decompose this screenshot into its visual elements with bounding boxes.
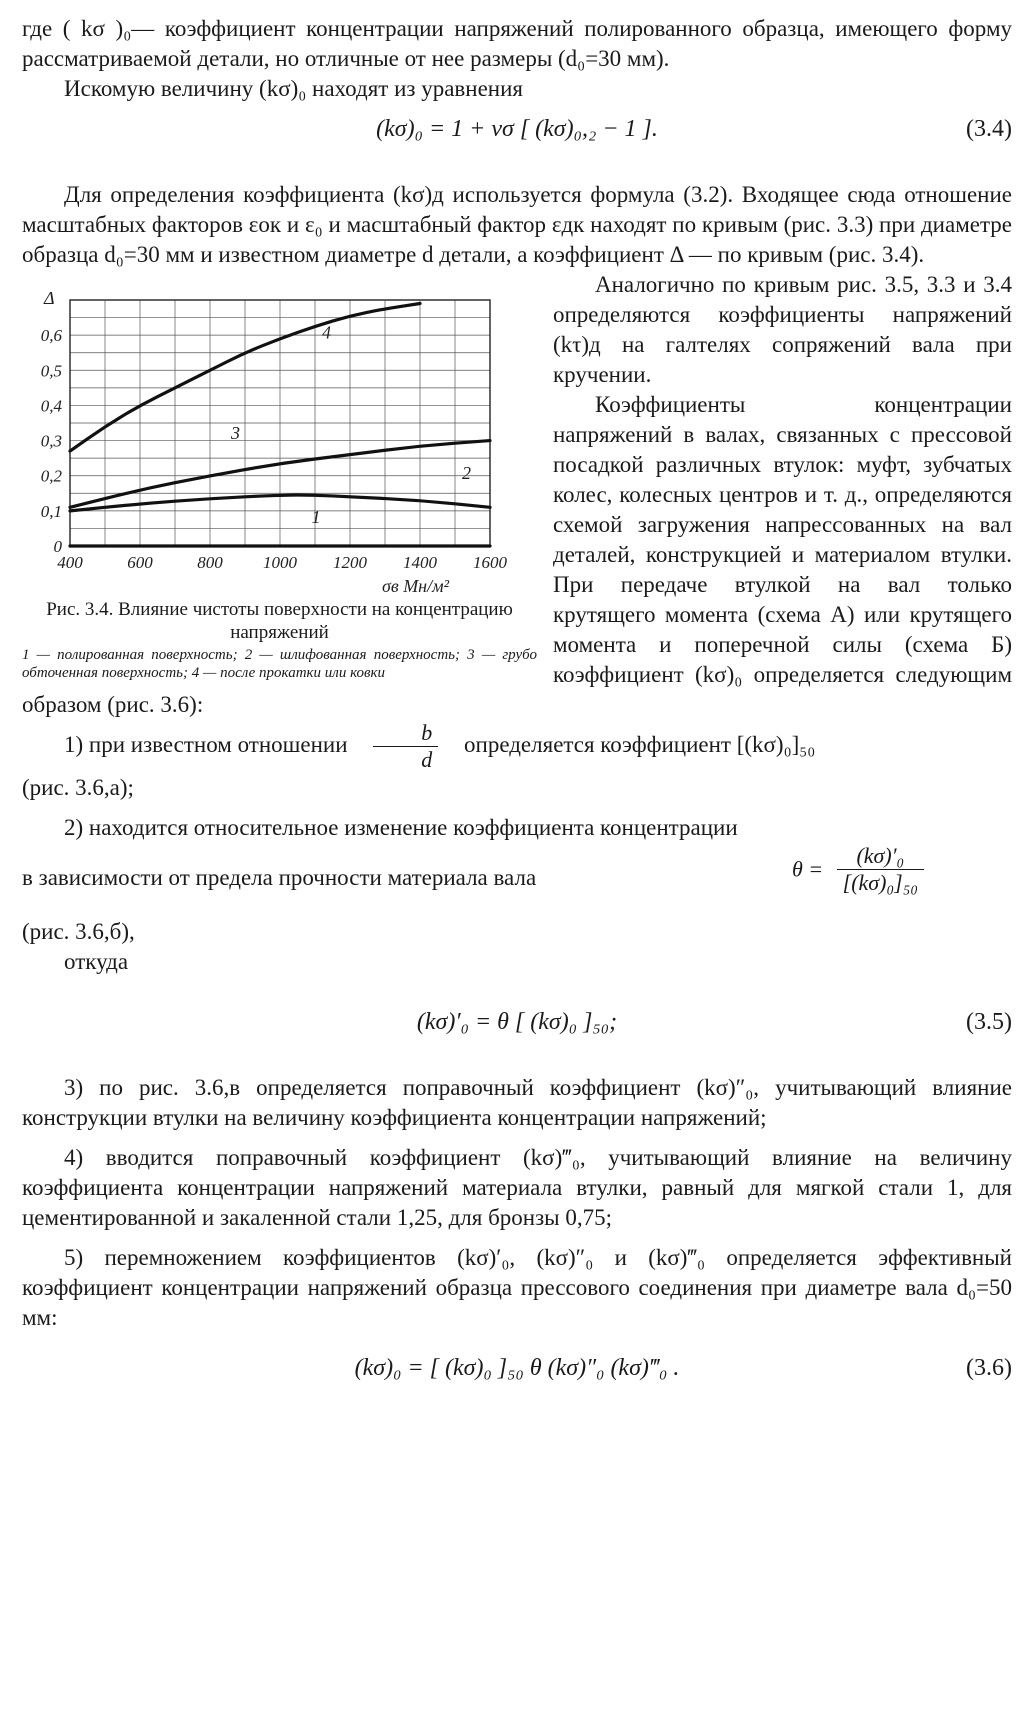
theta-equation	[792, 843, 924, 896]
y-tick-label: 0,5	[40, 361, 62, 381]
fraction-b-over-d	[373, 720, 438, 773]
equation-3-4	[22, 104, 1012, 160]
list-item-1-text: 1) при известном отношении	[64, 731, 348, 757]
theta-lhs: θ =	[792, 856, 824, 882]
x-axis-label: σв Мн/м²	[382, 576, 449, 594]
figure-legend: 1 — полированная поверхность; 2 — шлифованная поверхность; 3 — грубо обточенная поверхность; 4 — после прокатки или ковки	[22, 647, 537, 681]
theta-numerator: (kσ)′₀	[837, 843, 924, 870]
x-tick-label: 800	[197, 553, 223, 572]
equation-3-6-body: (kσ)₀ = [ (kσ)₀ ]₅₀ θ (kσ)″₀ (kσ)‴₀ .	[354, 1355, 680, 1381]
equation-3-4-body: (kσ)₀ = 1 + νσ [ (kσ)₀,₂ − 1 ].	[376, 116, 658, 142]
paragraph-kd-text: Для определения коэффициента (kσ)д используется формула (3.2). Входящее сюда отношение масштабных факторов εок и ε₀ и масштабный фактор εдк находят по кривым (рис. 3.3) при диаметре образца d₀=30 мм и известном диаметре d детали, а коэффициент Δ — по кривым (рис. 3.4).	[22, 182, 1012, 267]
chart-grid	[70, 300, 490, 546]
theta-fraction	[837, 843, 924, 896]
y-tick-label: 0,1	[40, 501, 62, 521]
chart-svg	[22, 274, 537, 594]
x-tick-label: 400	[57, 553, 83, 572]
curve-label-4: 4	[322, 322, 331, 343]
x-tick-label: 1200	[333, 553, 367, 572]
equation-3-4-number: (3.4)	[966, 116, 1012, 142]
equation-3-5-body: (kσ)′₀ = θ [ (kσ)₀ ]₅₀;	[416, 1009, 618, 1035]
curve-label-2: 2	[462, 463, 471, 484]
x-tick-label: 600	[127, 553, 153, 572]
theta-row	[22, 843, 1012, 917]
curve-label-3: 3	[231, 422, 240, 443]
figure-3-4	[22, 274, 537, 682]
list-item-1	[22, 720, 1012, 773]
figure-caption: Рис. 3.4. Влияние чистоты поверхности на концентрацию напряжений	[46, 599, 513, 643]
y-tick-label: 0,4	[40, 396, 62, 416]
paragraph-equation-lead: Искомую величину (kσ)₀ находят из уравнения	[64, 76, 524, 101]
equation-3-6-number: (3.6)	[966, 1355, 1012, 1381]
paragraph-kd	[22, 180, 1012, 270]
theta-denominator: [(kσ)₀]₅₀	[842, 870, 918, 895]
fraction-numerator: b	[373, 720, 438, 747]
list-item-4: 4) вводится поправочный коэффициент (kσ)‴₀, учитывающий влияние на величину коэффициента концентрации напряжений материала втулки, равный для мягкой стали 1, для цементированной и закаленной стали 1,25, для бронзы 0,75;	[22, 1145, 1012, 1230]
fraction-denominator: d	[421, 747, 433, 772]
equation-3-5-number: (3.5)	[966, 1009, 1012, 1035]
word-otkuda: откуда	[64, 949, 129, 974]
equation-3-6	[22, 1343, 1012, 1399]
y-tick-label: 0,3	[40, 431, 62, 451]
chart-labels	[40, 288, 471, 594]
x-tick-label: 1400	[403, 553, 437, 572]
y-axis-label: Δ	[44, 288, 55, 308]
figure-wrap	[22, 270, 1012, 720]
page	[22, 14, 1012, 1399]
equation-3-5	[22, 997, 1012, 1053]
paragraph-intro: где ( kσ )₀— коэффициент концентрации напряжений полированного образца, имеющего форму рассматриваемой детали, но отличные от нее размеры (d₀=30 мм).	[22, 16, 1012, 71]
paragraph-press-fit: Коэффициенты концентрации напряжений в валах, связанных с прессовой посадкой различных втулок: муфт, зубчатых колес, колесных центров и т. д., определяются схемой загружения напрессованных на вал деталей, конструкцией и материалом втулки. При передаче втулкой на вал только крутящего момента (схема А) или крутящего момента и поперечной силы (схема Б) коэффициент (kσ)₀ определяется следующим образом (рис. 3.6):	[22, 392, 1012, 717]
y-tick-label: 0,2	[40, 466, 62, 486]
list-item-2-ref: (рис. 3.6,б),	[22, 919, 135, 944]
x-tick-label: 1000	[263, 553, 297, 572]
chart-ticks	[41, 326, 508, 572]
list-item-1-text-b: определяется коэффициент [(kσ)₀]₅₀	[464, 731, 816, 757]
list-item-1-ref: (рис. 3.6,а);	[22, 775, 134, 800]
list-item-2: 2) находится относительное изменение коэффициента концентрации	[64, 815, 738, 840]
list-item-2-text-b: в зависимости от предела прочности материала вала	[22, 865, 537, 890]
paragraph-torsion: Аналогично по кривым рис. 3.5, 3.3 и 3.4 определяются коэффициенты напряжений (kτ)д на галтелях сопряжений вала при кручении.	[553, 272, 1012, 387]
y-tick-label: 0,6	[40, 326, 62, 346]
list-item-3: 3) по рис. 3.6,в определяется поправочный коэффициент (kσ)″₀, учитывающий влияние конструкции втулки на величину коэффициента концентрации напряжений;	[22, 1075, 1012, 1130]
list-item-5: 5) перемножением коэффициентов (kσ)′₀, (kσ)″₀ и (kσ)‴₀ определяется эффективный коэффициент концентрации напряжений образца прессового соединения при диаметре вала d₀=50 мм:	[22, 1245, 1012, 1330]
curve-label-1: 1	[311, 507, 321, 528]
x-tick-label: 1600	[473, 553, 507, 572]
y-tick-label: 0	[53, 537, 62, 556]
